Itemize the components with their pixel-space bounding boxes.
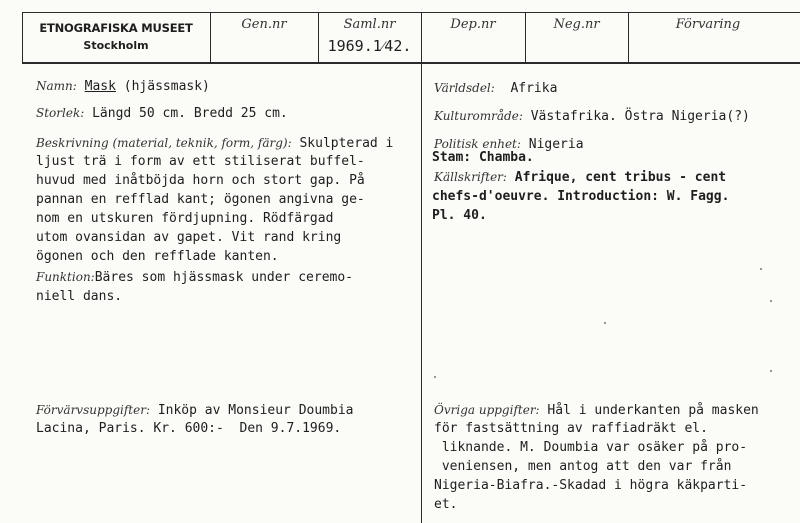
namn-value-main: Mask [84,79,116,94]
forvarv-label: Förvärvsuppgifter: [36,403,150,417]
funktion-second: niell dans. [36,289,123,304]
forvaring-cell [628,12,788,67]
scan-speck [770,300,772,302]
kallskrifter-field [434,168,726,187]
body-column-divider [421,64,422,523]
dep-nr-label: Dep.nr [450,17,496,32]
varldsdel-field [434,79,557,98]
beskrivning-field [36,134,393,153]
stam-value: Stam: Chamba. [432,150,534,165]
varldsdel-value: Afrika [494,81,558,96]
scan-speck [434,376,436,378]
storlek-field [36,104,288,123]
ovriga-first: Hål i underkanten på masken [539,403,759,418]
ovriga-label: Övriga uppgifter: [434,403,540,417]
museum-name: ETNOGRAFISKA MUSEET [39,21,193,35]
kallskrifter-first: Afrique, cent tribus - cent [506,170,727,185]
kulturomrade-label: Kulturområde: [434,109,523,123]
gen-nr-label: Gen.nr [241,17,287,32]
gen-nr-cell [210,12,318,67]
funktion-first: Bäres som hjässmask under ceremo- [94,270,353,285]
kallskrifter-text: chefs-d'oeuvre. Introduction: W. Fagg. Pl. 40. [432,189,730,223]
storlek-label: Storlek: [36,106,85,120]
beskrivning-label: Beskrivning (material, teknik, form, färg): [36,136,292,150]
neg-nr-cell [525,12,628,67]
museum-cell [22,12,210,71]
dep-nr-cell [421,12,525,67]
saml-nr-label: Saml.nr [343,17,396,32]
museum-city: Stockholm [83,39,149,52]
namn-value-rest: (hjässmask) [115,79,210,94]
storlek-value: Längd 50 cm. Bredd 25 cm. [84,106,288,121]
neg-nr-label: Neg.nr [553,17,600,32]
funktion-field [36,268,353,287]
beskrivning-text: ljust trä i form av ett stiliserat buffel- huvud med inåtböjda horn och stort gap. På pannan en refflad kant; ögonen angivna ge- nom en utskuren fördjupning. Rödfärgad utom ovansidan av gapet. Vit rand kring ögonen och den refflade kanten. [36,154,365,264]
forvarv-field [36,401,354,420]
ovriga-field [434,401,759,420]
forvarv-second: Lacina, Paris. Kr. 600:- Den 9.7.1969. [36,421,342,436]
kulturomrade-value: Västafrika. Östra Nigeria(?) [522,109,750,124]
scan-speck [770,370,772,372]
namn-label: Namn: [36,79,77,93]
politisk-label: Politisk enhet: [434,137,521,151]
forvarv-first: Inköp av Monsieur Doumbia [150,403,354,418]
varldsdel-label: Världsdel: [434,81,495,95]
kulturomrade-field [434,107,750,126]
scan-speck [604,322,606,324]
saml-nr-cell [318,12,421,67]
saml-nr-value: 1969.1⁄42. [327,37,412,55]
forvaring-label: Förvaring [675,17,741,32]
politisk-value: Nigeria [520,137,584,152]
namn-field [36,77,210,96]
kallskrifter-label: Källskrifter: [434,170,507,184]
ovriga-text: för fastsättning av raffiadräkt el. liknande. M. Doumbia var osäker på pro- veniensen, men antog att den var från Nigeria-Biafra.-Skadad i högra käkparti- et. [434,421,748,512]
scan-speck [760,268,762,270]
funktion-label: Funktion: [36,270,95,284]
beskrivning-first: Skulpterad i [291,136,394,151]
